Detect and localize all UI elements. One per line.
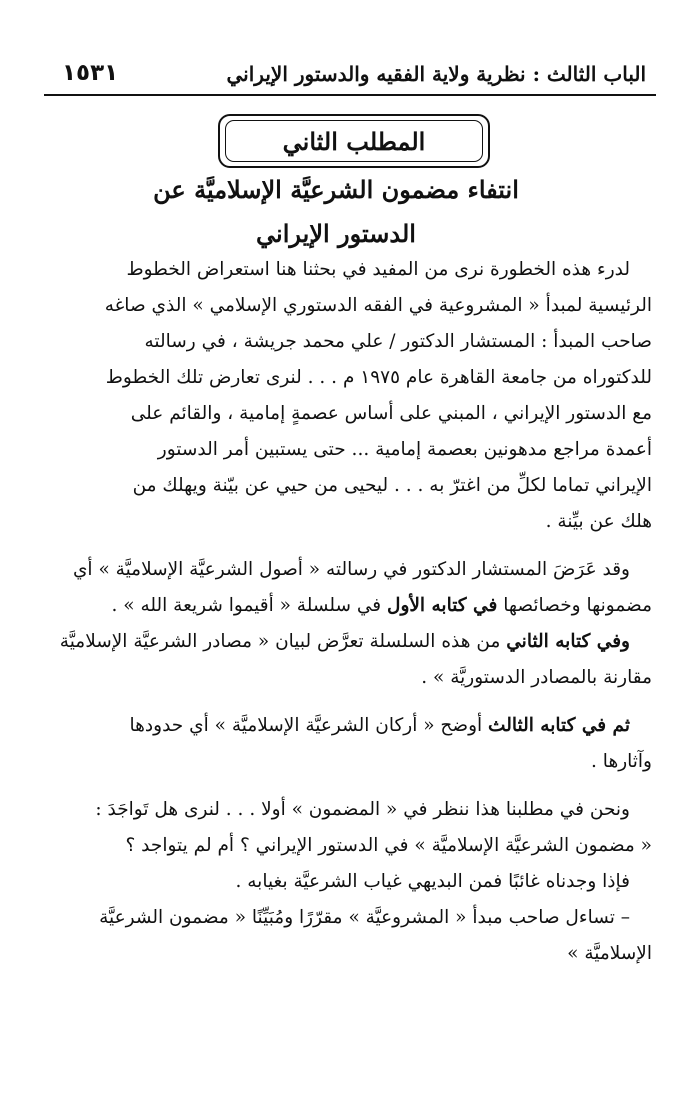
bold-segment: في كتابه الأول [387, 595, 498, 616]
text-segment: أوضح « أركان الشرعيَّة الإسلاميَّة » أي حدودها [129, 715, 489, 736]
text-line: هلك عن بيِّنة . [545, 511, 652, 532]
text-line [40, 708, 652, 744]
header-rule [44, 94, 656, 96]
chapter-title-line1: انتفاء مضمون الشرعيَّة الإسلاميَّة عن [153, 175, 519, 204]
text-line: صاحب المبدأ : المستشار الدكتور / علي محمد جريشة ، في رسالته [144, 331, 652, 352]
text-line: مع الدستور الإيراني ، المبني على أساس عصمةٍ إمامية ، والقائم على [130, 403, 652, 424]
page-number: ١٥٣١ [62, 60, 119, 86]
running-title: الباب الثالث : نظرية ولاية الفقيه والدستور الإيراني [226, 62, 646, 86]
section-box-label: المطلب الثاني [282, 126, 426, 156]
text-line: الإيراني تماما لكلِّ من اغترّ به . . . ليحيى من حيي عن بيّنة ويهلك من [132, 475, 652, 496]
bold-segment: ثم في كتابه الثالث [488, 715, 630, 736]
text-line [40, 624, 652, 660]
text-line: لدرء هذه الخطورة نرى من المفيد في بحثنا هنا استعراض الخطوط [126, 259, 630, 280]
text-line [40, 588, 652, 624]
chapter-title-line2: الدستور الإيراني [256, 219, 416, 248]
text-line: الإسلاميَّة » [567, 943, 652, 964]
page-header [44, 58, 656, 96]
text-line: أعمدة مراجع مدهونين بعصمة إمامية ... حتى يستبين أمر الدستور [157, 439, 652, 460]
text-segment: مضمونها وخصائصها [497, 595, 652, 616]
body-text [40, 252, 652, 972]
text-segment: من هذه السلسلة تعرَّض لبيان « مصادر الشرعيَّة الإسلاميَّة [59, 631, 507, 652]
section-box [218, 114, 490, 168]
paragraph-5 [40, 792, 652, 972]
text-line: مقارنة بالمصادر الدستوريَّة » . [421, 667, 652, 688]
text-line: – تساءل صاحب مبدأ « المشروعيَّة » مقرّرًا ومُبَيِّنًا « مضمون الشرعيَّة [99, 907, 630, 928]
text-line: فإذا وجدناه غائبًا فمن البديهي غياب الشرعيَّة بغيابه . [235, 871, 630, 892]
text-line: وقد عَرَضَ المستشار الدكتور في رسالته « أصول الشرعيَّة الإسلاميَّة » أي [72, 559, 630, 580]
text-segment: في سلسلة « أقيموا شريعة الله » . [111, 595, 387, 616]
paragraph-1 [40, 252, 652, 540]
paragraph-2 [40, 552, 652, 624]
paragraph-3 [40, 624, 652, 696]
section-box-inner [225, 120, 483, 162]
text-line: للدكتوراه من جامعة القاهرة عام ١٩٧٥ م . . . لنرى تعارض تلك الخطوط [105, 367, 652, 388]
text-line: وآثارها . [591, 751, 652, 772]
paragraph-4 [40, 708, 652, 780]
text-line: الرئيسية لمبدأ « المشروعية في الفقه الدستوري الإسلامي » الذي صاغه [104, 295, 652, 316]
text-line: ونحن في مطلبنا هذا ننظر في « المضمون » أولا . . . لنرى هل تَواجَدَ : [95, 799, 630, 820]
text-line: « مضمون الشرعيَّة الإسلاميَّة » في الدستور الإيراني ؟ أم لم يتواجد ؟ [125, 835, 652, 856]
bold-segment: وفي كتابه الثاني [506, 631, 630, 652]
chapter-title [76, 168, 596, 256]
